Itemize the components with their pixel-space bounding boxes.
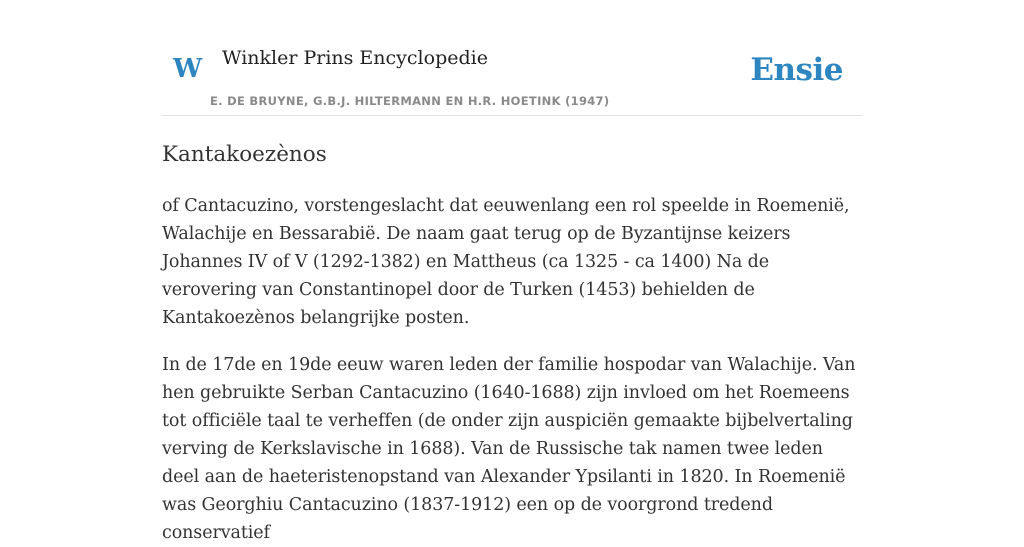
header xyxy=(162,0,862,116)
article-paragraph: of Cantacuzino, vorstengeslacht dat eeuwenlang een rol speelde in Roemenië, Walachije en Bessarabië. De naam gaat terug op de Byzantijnse keizers Johannes IV of V (1292-1382) en Mattheus (ca 1325 - ca 1400) Na de verovering van Constantinopel door de Turken (1453) behielden de Kantakoezènos belangrijke posten. xyxy=(162,196,850,328)
article-paragraph: In de 17de en 19de eeuw waren leden der familie hospodar van Walachije. Van hen gebruikte Serban Cantacuzino (1640-1688) zijn invloed om het Roemeens tot officiële taal te verheffen (de onder zijn auspiciën gemaakte bijbelvertaling verving de Kerkslavische in 1688). Van de Russische tak namen twee leden deel aan de haeteristenopstand van Alexander Ypsilanti in 1820. In Roemenië was Georghiu Cantacuzino (1837-1912) een op de voorgrond tredend conservatief xyxy=(162,355,856,543)
article xyxy=(162,138,864,547)
publication-logo[interactable]: W xyxy=(173,54,203,84)
article-title: Kantakoezènos xyxy=(162,142,327,167)
ensie-brand-logo[interactable]: Ensie xyxy=(750,52,843,88)
publication-title[interactable]: Winkler Prins Encyclopedie xyxy=(222,47,488,69)
publication-authors: E. DE BRUYNE, G.B.J. HILTERMANN EN H.R. HOETINK (1947) xyxy=(210,94,610,108)
